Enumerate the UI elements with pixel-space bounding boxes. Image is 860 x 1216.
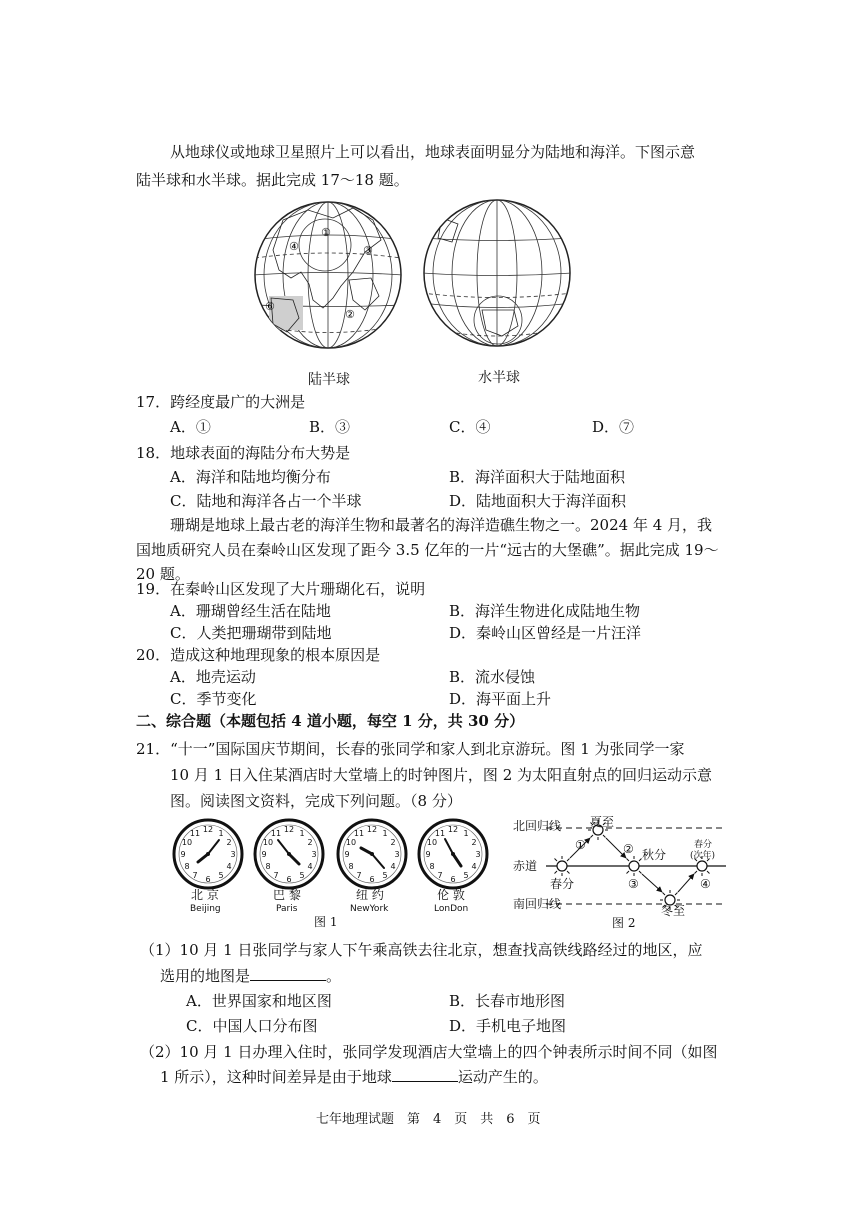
q18-option-c[interactable]: C．陆地和海洋各占一个半球 — [170, 492, 362, 510]
svg-text:12: 12 — [202, 825, 214, 834]
svg-text:12: 12 — [366, 825, 378, 834]
q20-option-b[interactable]: B．流水侵蚀 — [449, 668, 536, 686]
page-footer: 七年地理试题 第 4 页 共 6 页 — [316, 1112, 541, 1127]
sub2-line2-pre: 1 所示），这种时间差异是由于地球 — [160, 1068, 392, 1086]
clock-london-label-en: LonDon — [434, 904, 469, 914]
sub2-line2-post: 运动产生的。 — [457, 1068, 548, 1086]
svg-text:7: 7 — [192, 871, 198, 880]
q17-option-d[interactable]: D．⑦ — [592, 418, 635, 436]
svg-text:5: 5 — [463, 871, 469, 880]
fig2-south-tropic-label: 南回归线 — [513, 897, 562, 911]
q21-line1: 21．“十一”国际国庆节期间，长春的张同学和家人到北京游玩。图 1 为张同学一家 — [136, 740, 685, 758]
fig2-winter-solstice-label: 冬至 — [661, 904, 686, 918]
svg-text:1: 1 — [218, 829, 224, 838]
svg-text:10: 10 — [426, 838, 438, 847]
sub1-line2 — [160, 966, 341, 986]
q18-option-d[interactable]: D．陆地面积大于海洋面积 — [449, 492, 627, 510]
svg-text:6: 6 — [450, 875, 456, 884]
sub2-line2 — [160, 1067, 548, 1087]
svg-text:3: 3 — [475, 850, 481, 859]
fig2-marker-3: ③ — [628, 877, 639, 891]
svg-text:6: 6 — [369, 875, 375, 884]
fig2-marker-4: ④ — [700, 877, 711, 891]
q19-option-a[interactable]: A．珊瑚曾经生活在陆地 — [170, 602, 331, 620]
clock-london-label-cn: 伦 敦 — [437, 888, 465, 902]
svg-text:8: 8 — [265, 862, 271, 871]
q19-option-d[interactable]: D．秦岭山区曾经是一片汪洋 — [449, 624, 642, 642]
q20-option-d[interactable]: D．海平面上升 — [449, 690, 552, 708]
svg-text:8: 8 — [184, 862, 190, 871]
land-hemisphere-globe — [253, 200, 403, 350]
svg-text:1: 1 — [463, 829, 469, 838]
clock-beijing-icon — [172, 818, 244, 890]
q19-option-c[interactable]: C．人类把珊瑚带到陆地 — [170, 624, 332, 642]
svg-text:5: 5 — [299, 871, 305, 880]
sub1-answer-blank[interactable] — [250, 966, 326, 981]
svg-text:11: 11 — [434, 829, 446, 838]
sub1-option-b[interactable]: B．长春市地形图 — [449, 992, 566, 1010]
svg-text:12: 12 — [283, 825, 295, 834]
land-globe-marker-4: ④ — [289, 240, 299, 253]
clock-paris-label-cn: 巴 黎 — [273, 888, 301, 902]
svg-text:4: 4 — [226, 862, 232, 871]
svg-text:8: 8 — [348, 862, 354, 871]
clock-beijing-label-cn: 北 京 — [191, 888, 219, 902]
fig2-marker-2: ② — [623, 842, 634, 856]
sub1-line2-pre: 选用的地图是 — [160, 967, 251, 985]
sub1-option-c[interactable]: C．中国人口分布图 — [186, 1017, 318, 1035]
svg-text:6: 6 — [205, 875, 211, 884]
water-hemisphere-label: 水半球 — [478, 370, 520, 386]
land-globe-marker-6: ⑥ — [265, 300, 275, 313]
sub1-option-d[interactable]: D．手机电子地图 — [449, 1017, 567, 1035]
land-globe-marker-3: ③ — [363, 244, 373, 257]
figure-2-caption: 图 2 — [612, 916, 636, 930]
clock-newyork-label-cn: 纽 约 — [356, 888, 384, 902]
svg-text:8: 8 — [429, 862, 435, 871]
intro-19-line3: 20 题。 — [136, 565, 190, 583]
svg-text:3: 3 — [230, 850, 236, 859]
clock-paris-icon — [253, 818, 325, 890]
svg-text:7: 7 — [356, 871, 362, 880]
svg-text:2: 2 — [226, 838, 232, 847]
svg-text:2: 2 — [307, 838, 313, 847]
section-2-heading: 二、综合题（本题包括 4 道小题，每空 1 分，共 30 分） — [136, 712, 525, 730]
svg-text:2: 2 — [390, 838, 396, 847]
fig2-equator-label: 赤道 — [513, 859, 538, 873]
fig2-next-spring-label-2: (次年) — [690, 851, 716, 861]
svg-text:7: 7 — [437, 871, 443, 880]
svg-text:11: 11 — [189, 829, 201, 838]
fig2-marker-1: ① — [575, 838, 586, 852]
svg-text:6: 6 — [286, 875, 292, 884]
land-globe-marker-2: ② — [345, 308, 355, 321]
q17-option-c[interactable]: C．④ — [449, 418, 491, 436]
svg-text:9: 9 — [261, 850, 267, 859]
q20-option-a[interactable]: A．地壳运动 — [170, 668, 256, 686]
water-hemisphere-globe — [422, 198, 572, 348]
intro-17-line2: 陆半球和水半球。据此完成 17～18 题。 — [136, 171, 409, 189]
intro-17-line1: 从地球仪或地球卫星照片上可以看出，地球表面明显分为陆地和海洋。下图示意 — [170, 143, 696, 161]
sub2-answer-blank[interactable] — [392, 1067, 458, 1082]
fig2-autumn-equinox-label: 秋分 — [642, 848, 667, 862]
svg-text:9: 9 — [344, 850, 350, 859]
clock-beijing-label-en: Beijing — [190, 904, 221, 914]
q18-stem: 18．地球表面的海陆分布大势是 — [136, 444, 351, 462]
svg-text:4: 4 — [390, 862, 396, 871]
svg-text:4: 4 — [307, 862, 313, 871]
q21-line3: 图。阅读图文资料，完成下列问题。（8 分） — [170, 792, 462, 810]
svg-text:9: 9 — [425, 850, 431, 859]
land-globe-marker-1: ① — [321, 226, 331, 239]
svg-text:3: 3 — [394, 850, 400, 859]
svg-text:11: 11 — [270, 829, 282, 838]
q18-option-b[interactable]: B．海洋面积大于陆地面积 — [449, 468, 626, 486]
fig2-next-spring-label-1: 春分 — [694, 840, 713, 850]
q20-option-c[interactable]: C．季节变化 — [170, 690, 257, 708]
land-hemisphere-label: 陆半球 — [308, 372, 350, 388]
clock-newyork-icon — [336, 818, 408, 890]
fig2-spring-equinox-label: 春分 — [550, 877, 575, 891]
svg-text:2: 2 — [471, 838, 477, 847]
sub2-line1: （2）10 月 1 日办理入住时，张同学发现酒店大堂墙上的四个钟表所示时间不同（如图 — [140, 1043, 718, 1061]
svg-text:7: 7 — [273, 871, 279, 880]
fig2-summer-solstice-label: 夏至 — [590, 815, 615, 829]
clock-paris-label-en: Paris — [276, 904, 298, 914]
q21-line2: 10 月 1 日入住某酒店时大堂墙上的时钟图片，图 2 为太阳直射点的回归运动示意 — [170, 766, 713, 784]
svg-text:10: 10 — [345, 838, 357, 847]
q19-option-b[interactable]: B．海洋生物进化成陆地生物 — [449, 602, 641, 620]
svg-text:10: 10 — [181, 838, 193, 847]
figure-1-caption: 图 1 — [314, 915, 338, 929]
svg-text:1: 1 — [299, 829, 305, 838]
svg-text:1: 1 — [382, 829, 388, 838]
fig2-north-tropic-label: 北回归线 — [513, 819, 562, 833]
sub1-line2-post: 。 — [326, 967, 342, 985]
svg-text:5: 5 — [382, 871, 388, 880]
intro-19-line2: 国地质研究人员在秦岭山区发现了距今 3.5 亿年的一片“远古的大堡礁”。据此完成 19～ — [136, 541, 719, 559]
svg-text:12: 12 — [447, 825, 459, 834]
svg-text:11: 11 — [353, 829, 365, 838]
intro-19-line1: 珊瑚是地球上最古老的海洋生物和最著名的海洋造礁生物之一。2024 年 4 月，我 — [170, 516, 713, 534]
q17-option-b[interactable]: B．③ — [309, 418, 351, 436]
sub1-option-a[interactable]: A．世界国家和地区图 — [186, 992, 332, 1010]
svg-text:3: 3 — [311, 850, 317, 859]
clock-london-icon — [417, 818, 489, 890]
q18-option-a[interactable]: A．海洋和陆地均衡分布 — [170, 468, 331, 486]
svg-text:5: 5 — [218, 871, 224, 880]
clock-newyork-label-en: NewYork — [350, 904, 389, 914]
q19-stem: 19．在秦岭山区发现了大片珊瑚化石，说明 — [136, 580, 426, 598]
svg-text:4: 4 — [471, 862, 477, 871]
sub1-line1: （1）10 月 1 日张同学与家人下午乘高铁去往北京，想查找高铁线路经过的地区，应 — [140, 941, 703, 959]
svg-text:9: 9 — [180, 850, 186, 859]
q20-stem: 20．造成这种地理现象的根本原因是 — [136, 646, 381, 664]
q17-option-a[interactable]: A．① — [170, 418, 211, 436]
svg-text:10: 10 — [262, 838, 274, 847]
q17-stem: 17．跨经度最广的大洲是 — [136, 393, 306, 411]
